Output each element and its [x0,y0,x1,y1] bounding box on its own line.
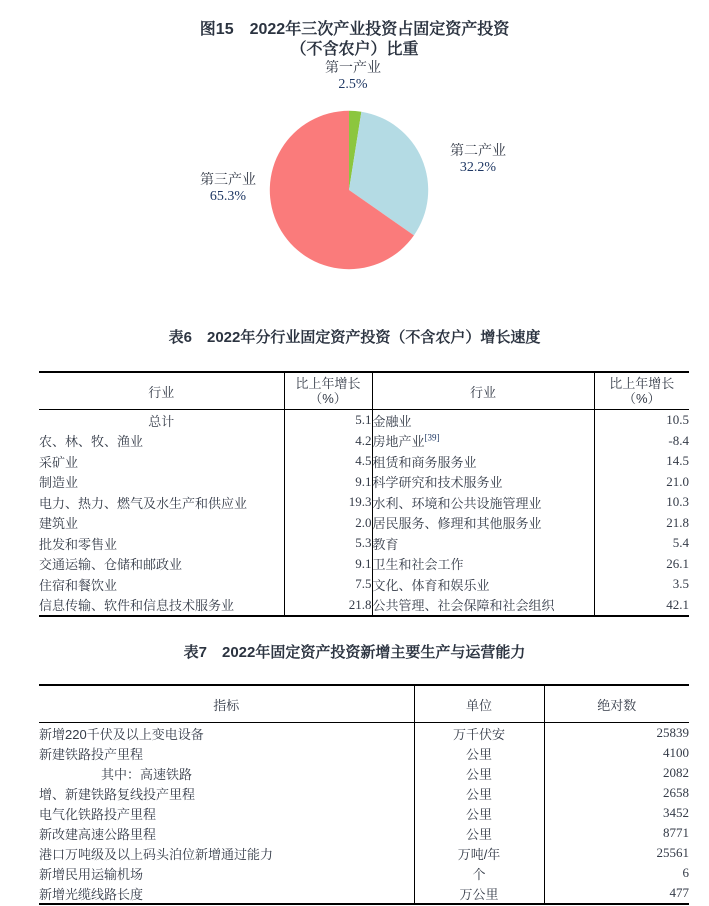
growth-cell: 26.1 [594,554,689,575]
table-row [39,743,689,763]
table-row [39,492,689,513]
growth-header-line2: （%） [309,391,347,406]
industry-name: 第二产业 [450,142,506,158]
industry-cell: 公共管理、社会保障和社会组织 [372,595,594,617]
industry-cell: 金融业 [372,410,594,431]
unit-cell: 万公里 [414,883,544,904]
unit-cell: 公里 [414,803,544,823]
table6 [39,371,689,617]
industry-cell: 租赁和商务服务业 [372,451,594,472]
growth-header-line1: 比上年增长 [295,376,361,391]
table7-header-value: 绝对数 [544,685,689,723]
value-cell: 6 [544,863,689,883]
value-cell: 477 [544,883,689,904]
table6-header-industry-right: 行业 [372,372,594,410]
growth-cell: 10.3 [594,492,689,513]
growth-cell: 9.1 [284,472,372,493]
industry-name: 第一产业 [325,59,381,75]
industry-cell: 电力、热力、燃气及水生产和供应业 [39,495,248,511]
growth-header-line1: 比上年增长 [609,376,675,391]
indicator-cell: 增、新建铁路复线投产里程 [39,786,196,802]
indicator-cell: 新改建高速公路里程 [39,826,157,842]
growth-cell: 7.5 [284,574,372,595]
indicator-cell: 其中：高速铁路 [101,766,193,782]
growth-cell: -8.4 [594,431,689,452]
industry-name: 第三产业 [200,171,256,187]
industry-cell: 房地产业[39] [372,431,594,452]
table-row [39,554,689,575]
industry-cell: 住宿和餐饮业 [39,577,118,593]
unit-cell: 个 [414,863,544,883]
industry-cell: 采矿业 [39,454,79,470]
table-row [39,595,689,617]
table-row [39,783,689,803]
industry-cell: 卫生和社会工作 [372,554,594,575]
value-cell: 2082 [544,763,689,783]
pie-label-primary-industry [293,58,413,94]
industry-cell: 农、林、牧、渔业 [39,434,144,450]
table7-title: 表7 2022年固定资产投资新增主要生产与运营能力 [183,644,526,661]
table-row [39,451,689,472]
growth-cell: 10.5 [594,410,689,431]
growth-cell: 5.3 [284,533,372,554]
growth-cell: 21.8 [284,595,372,617]
table-row [39,763,689,783]
table-row [39,513,689,534]
value-cell: 25839 [544,723,689,744]
growth-cell: 4.5 [284,451,372,472]
value-cell: 8771 [544,823,689,843]
table7-header-indicator: 指标 [39,685,414,723]
value-cell: 4100 [544,743,689,763]
growth-cell: 2.0 [284,513,372,534]
table-row [39,843,689,863]
unit-cell: 公里 [414,823,544,843]
table-row [39,574,689,595]
industry-cell: 信息传输、软件和信息技术服务业 [39,598,235,614]
industry-share: 32.2% [459,160,497,175]
growth-cell: 21.8 [594,513,689,534]
indicator-cell: 新增民用运输机场 [39,866,144,882]
table6-header-row [39,372,689,410]
growth-cell: 21.0 [594,472,689,493]
table-row [39,410,689,431]
unit-cell: 公里 [414,763,544,783]
table-row [39,533,689,554]
figure-title-line2: （不含农户）比重 [290,41,419,58]
table-row [39,431,689,452]
table-row [39,803,689,823]
industry-share: 2.5% [338,77,368,92]
industry-cell: 交通运输、仓储和邮政业 [39,557,183,573]
table6-header-growth-left [284,372,372,410]
table-row [39,472,689,493]
unit-cell: 万千伏安 [414,723,544,744]
growth-cell: 3.5 [594,574,689,595]
table6-header-growth-right [594,372,689,410]
figure-title [0,20,709,60]
industry-cell: 制造业 [39,475,79,491]
unit-cell: 公里 [414,743,544,763]
value-cell: 25561 [544,843,689,863]
growth-cell: 19.3 [284,492,372,513]
table-row [39,883,689,904]
growth-cell: 9.1 [284,554,372,575]
industry-share: 65.3% [209,189,247,204]
table7 [39,684,689,905]
growth-header-line2: （%） [622,391,661,406]
unit-cell: 万吨/年 [414,843,544,863]
value-cell: 3452 [544,803,689,823]
growth-cell: 5.4 [594,533,689,554]
table6-header-industry-left: 行业 [39,372,284,410]
table-row [39,823,689,843]
industry-cell: 建筑业 [39,516,79,532]
industry-cell: 教育 [372,533,594,554]
industry-cell: 水利、环境和公共设施管理业 [372,492,594,513]
pie-label-tertiary-industry [168,170,288,206]
table6-title: 表6 2022年分行业固定资产投资（不含农户）增长速度 [168,329,541,346]
indicator-cell: 新增220千伏及以上变电设备 [39,726,204,742]
growth-cell: 14.5 [594,451,689,472]
table7-header-row [39,685,689,723]
growth-cell: 42.1 [594,595,689,617]
growth-cell: 5.1 [284,410,372,431]
pie-label-secondary-industry [428,141,528,177]
value-cell: 2658 [544,783,689,803]
figure-title-line1: 图15 2022年三次产业投资占固定资产投资 [199,21,510,38]
industry-cell: 总计 [148,413,175,429]
table-row [39,863,689,883]
table-row [39,723,689,744]
growth-cell: 4.2 [284,431,372,452]
indicator-cell: 电气化铁路投产里程 [39,806,157,822]
table7-header-unit: 单位 [414,685,544,723]
unit-cell: 公里 [414,783,544,803]
indicator-cell: 新建铁路投产里程 [39,746,144,762]
industry-cell: 批发和零售业 [39,536,118,552]
indicator-cell: 港口万吨级及以上码头泊位新增通过能力 [39,846,274,862]
indicator-cell: 新增光缆线路长度 [39,886,144,902]
footnote-ref-39[interactable]: [39] [424,432,440,443]
industry-cell: 科学研究和技术服务业 [372,472,594,493]
industry-cell: 居民服务、修理和其他服务业 [372,513,594,534]
industry-cell: 文化、体育和娱乐业 [372,574,594,595]
